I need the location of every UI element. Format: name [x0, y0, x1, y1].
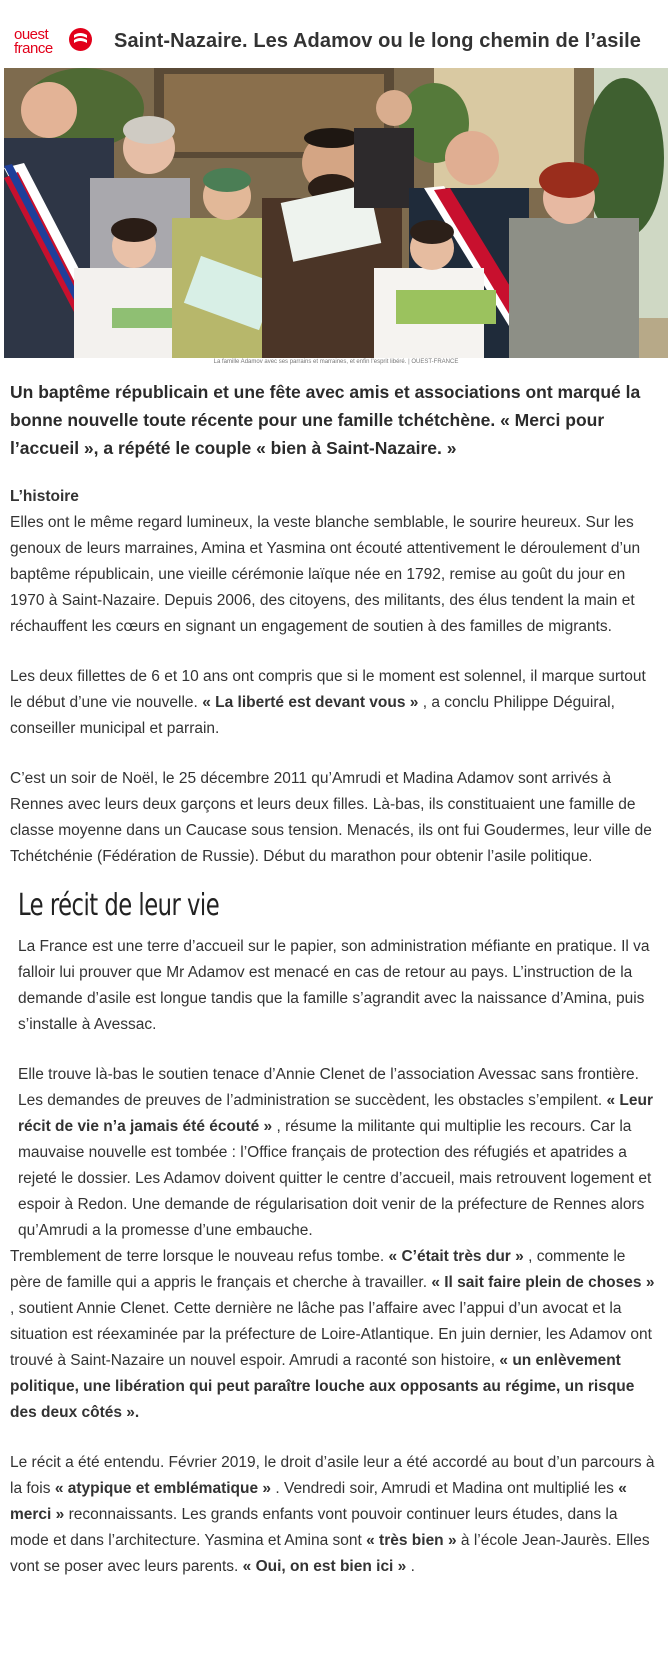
- quote: « un enlèvement politique, une libération qui peut paraître louche aux opposants au régime, un risque des deux côtés ».: [10, 1352, 635, 1421]
- quote: « atypique et emblématique »: [54, 1480, 272, 1497]
- paragraph-1: Elles ont le même regard lumineux, la veste blanche semblable, le sourire heureux. Sur les genoux de leurs marraines, Amina et Yasmina ont écouté attentivement le déroulement d’un baptême républicain, une vieille cérémonie laïque née en 1792, remise au goût du jour en 1970 à Saint-Nazaire. Depuis 2006, des citoyens, des militants, des élus tendent la main et réchauffent les cœurs en signant un engagement de soutien à des familles de migrants.: [10, 514, 641, 635]
- article-body: [10, 484, 660, 1580]
- paragraph-6: Tremblement de terre lorsque le nouveau refus tombe. « C’était très dur » , commente le père de famille qui a appris le français et cherche à travailler. « Il sait faire plein de choses » , soutient Annie Clenet. Cette dernière ne lâche pas l’affaire avec l’appui d’un avocat et la situation est réexaminée par la préfecture de Loire-Atlantique. En juin dernier, les Adamov ont trouvé à Saint-Nazaire un nouvel espoir. Amrudi a raconté son histoire, « un enlèvement politique, une libération qui peut paraître louche aux opposants au régime, un risque des deux côtés ».: [10, 1248, 655, 1421]
- logo-text-france: france: [14, 40, 53, 57]
- paragraph-2: Les deux fillettes de 6 et 10 ans ont compris que si le moment est solennel, il marque surtout le début d’une vie nouvelle. « La liberté est devant vous » , a conclu Philippe Déguiral, conseiller municipal et parrain.: [10, 668, 646, 737]
- section-label: L’histoire: [10, 488, 79, 505]
- quote: « Oui, on est bien ici »: [242, 1558, 407, 1575]
- paragraph-3: C’est un soir de Noël, le 25 décembre 2011 qu’Amrudi et Madina Adamov sont arrivés à Rennes avec leurs deux garçons et leurs deux filles. Là-bas, ils constituaient une famille de classe moyenne dans un Caucase sous tension. Menacés, ils ont fui Goudermes, leur ville de Tchétchénie (Fédération de Russie). Début du marathon pour obtenir l’asile politique.: [10, 770, 652, 865]
- quote: « Il sait faire plein de choses »: [431, 1274, 655, 1291]
- paragraph-7: Le récit a été entendu. Février 2019, le droit d’asile leur a été accordé au bout d’un parcours à la fois « atypique et emblématique » . Vendredi soir, Amrudi et Madina ont multiplié les « merci » reconnaissants. Les grands enfants vont pouvoir continuer leurs études, dans la mode et dans l’architecture. Yasmina et Amina sont « très bien » à l’école Jean-Jaurès. Elles vont se poser avec leurs parents. « Oui, on est bien ici » .: [10, 1454, 655, 1575]
- quote: « merci »: [10, 1480, 627, 1523]
- photo-caption: La famille Adamov avec ses parrains et marraines, et enfin l’esprit libéré. | OUEST-FRANCE: [213, 359, 459, 365]
- paragraph-5: Elle trouve là-bas le soutien tenace d’Annie Clenet de l’association Avessac sans frontière. Les demandes de preuves de l’administration se succèdent, les obstacles s’empilent. « Leur récit de vie n’a jamais été écouté » , résume la militante qui multiplie les recours. Car la mauvaise nouvelle est tombée : l’Office français de protection des réfugiés et apatrides a rejeté le dossier. Les Adamov doivent quitter le centre d’accueil, mais retrouvent logement et espoir à Redon. Une demande de régularisation doit venir de la préfecture de Rennes alors qu’Amrudi a la promesse d’une embauche.: [18, 1066, 653, 1239]
- ouest-france-logo[interactable]: [14, 25, 92, 57]
- page-title: Saint-Nazaire. Les Adamov ou le long chemin de l’asile: [114, 29, 642, 52]
- quote: « C’était très dur »: [388, 1248, 524, 1265]
- section-subheading: Le récit de leur vie: [18, 888, 220, 923]
- article-header: [14, 22, 658, 60]
- quote: « Leur récit de vie n’a jamais été écouté »: [18, 1092, 653, 1135]
- quote: « La liberté est devant vous »: [202, 694, 419, 711]
- article-lead: Un baptême républicain et une fête avec amis et associations ont marqué la bonne nouvelle toute récente pour une famille tchétchène. « Merci pour l’accueil », a répété le couple « bien à Saint-Nazaire. »: [10, 382, 641, 458]
- logo-emblem-icon: [69, 28, 92, 51]
- paragraph-4: La France est une terre d’accueil sur le papier, son administration méfiante en pratique. Il va falloir lui prouver que Mr Adamov est menacé en cas de retour au pays. L’instruction de la demande d’asile est longue tandis que la famille s’agrandit avec la naissance d’Amina, puis s’installe à Avessac.: [18, 938, 650, 1033]
- article-photo: [4, 68, 668, 358]
- logo-text-ouest: ouest: [14, 26, 49, 43]
- quote: « très bien »: [366, 1532, 457, 1549]
